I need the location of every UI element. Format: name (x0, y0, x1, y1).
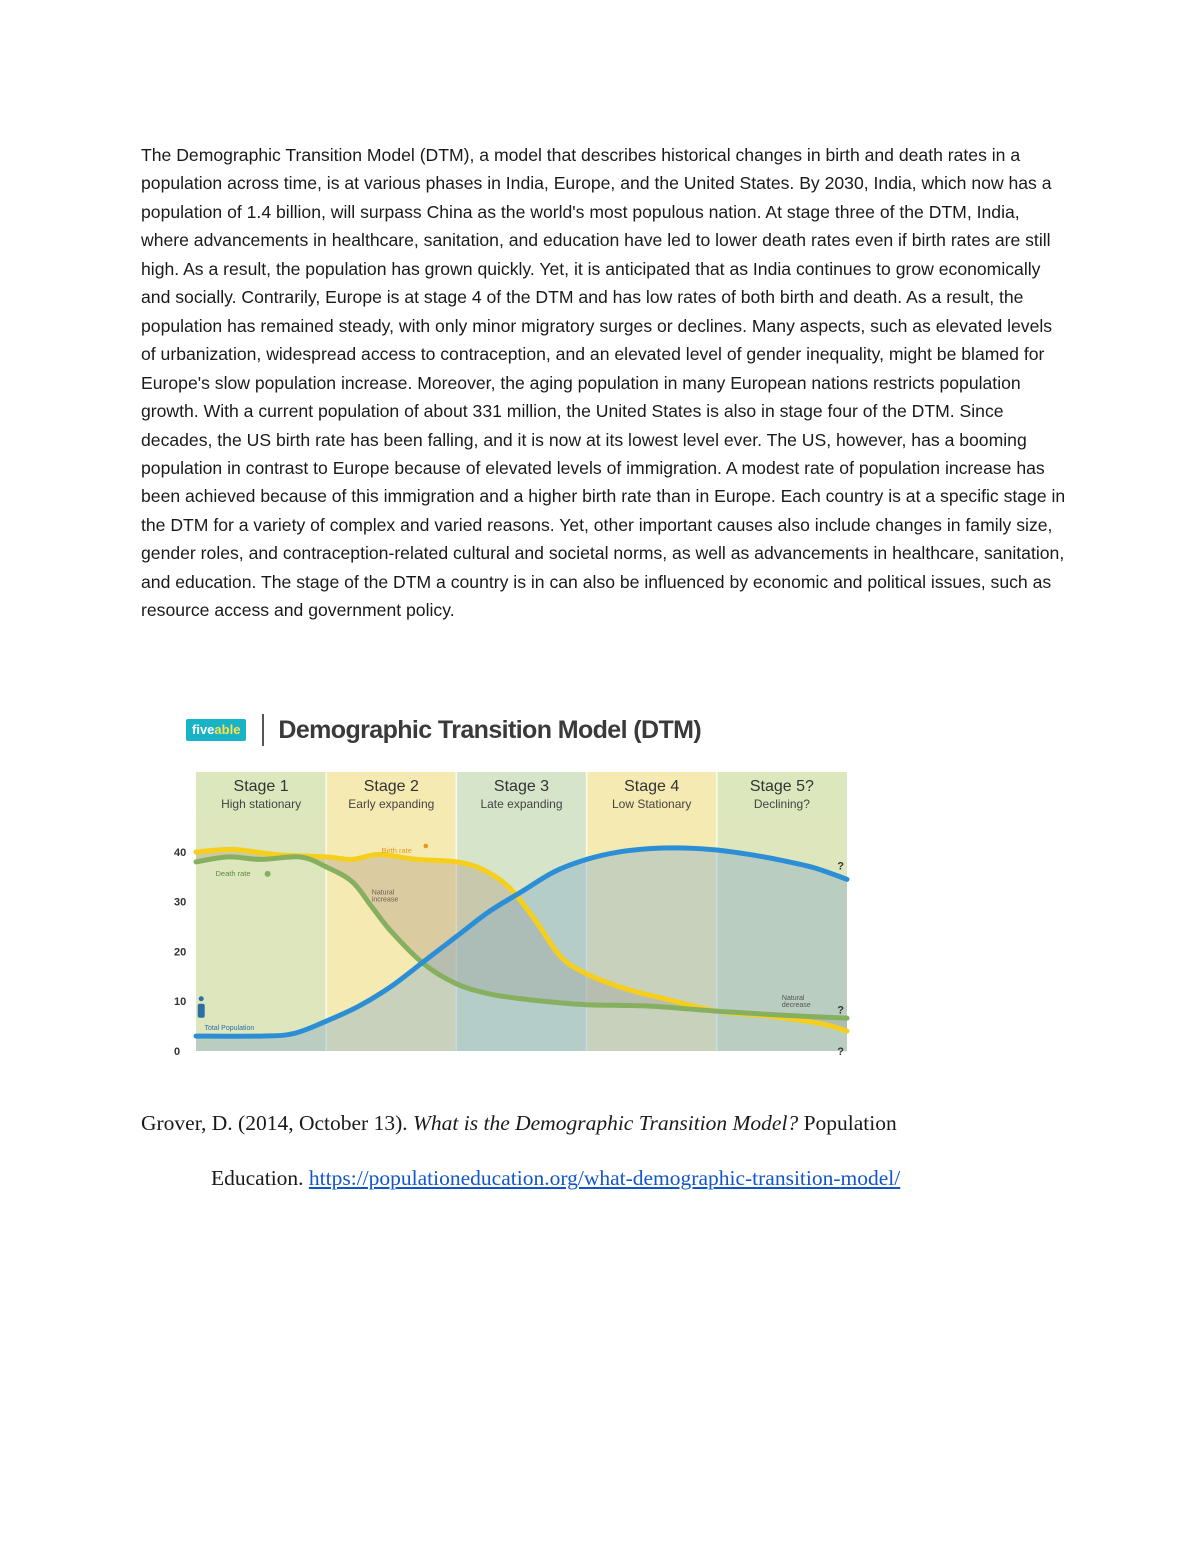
natural-increase-label-2: increase (371, 896, 399, 904)
death-icon (265, 871, 271, 877)
figure-title: Demographic Transition Model (DTM) (278, 715, 702, 744)
birth-rate-label: Birth rate (381, 845, 412, 855)
stage-desc-5: Declining? (753, 797, 810, 811)
natural-decrease-label-2: decrease (781, 1002, 811, 1010)
header-divider (262, 714, 264, 746)
question-mark-birth: ? (837, 1045, 844, 1056)
citation-url-link[interactable]: https://populationeducation.org/what-demographic-transition-model/ (308, 1166, 901, 1190)
citation-publisher-2: Education. (211, 1166, 309, 1190)
stage-label-1: Stage 1 (233, 778, 289, 795)
logo-part-able: able (214, 722, 241, 737)
citation-author-date: Grover, D. (2014, October 13). (141, 1111, 413, 1135)
y-tick-40: 40 (174, 846, 187, 859)
fiveable-logo (186, 719, 246, 741)
stage-label-2: Stage 2 (363, 778, 419, 795)
stage-desc-1: High stationary (221, 797, 302, 811)
natural-decrease-label-1: Natural (781, 995, 805, 1003)
logo-part-five: five (192, 722, 215, 737)
citation-publisher-1: Population (798, 1111, 897, 1135)
natural-increase-label-1: Natural (371, 889, 395, 897)
stage-desc-4: Low Stationary (612, 797, 692, 811)
y-tick-10: 10 (174, 996, 187, 1009)
stage-label-4: Stage 4 (624, 778, 680, 795)
total-population-label: Total Population (204, 1025, 255, 1033)
stage-desc-2: Early expanding (348, 797, 435, 811)
y-tick-30: 30 (174, 896, 187, 909)
population-person-icon (199, 996, 204, 1001)
stage-desc-3: Late expanding (480, 797, 563, 811)
y-tick-20: 20 (174, 946, 187, 959)
birth-icon (424, 844, 429, 849)
stage-label-5: Stage 5? (749, 778, 814, 795)
body-paragraph: The Demographic Transition Model (DTM), a model that describes historical changes in birth and death rates in a population across time, is at various phases in India, Europe, and the United States. By 2030, India, which now has a population of 1.4 billion, will surpass China as the world's most populous nation. At stage three of the DTM, India, where advancements in healthcare, sanitation, and education have led to lower death rates even if birth rates are still high. As a result, the population has grown quickly. Yet, it is anticipated that as India continues to grow economically and socially. Contrarily, Europe is at stage 4 of the DTM and has low rates of both birth and death. As a result, the population has remained steady, with only minor migratory surges or declines. Many aspects, such as elevated levels of urbanization, widespread access to contraception, and an elevated level of gender inequality, might be blamed for Europe's slow population increase. Moreover, the aging population in many European nations restricts population growth. With a current population of about 331 million, the United States is also in stage four of the DTM. Since decades, the US birth rate has been falling, and it is now at its lowest level ever. The US, however, has a booming population in contrast to Europe because of elevated levels of immigration. A modest rate of population increase has been achieved because of this immigration and a higher birth rate than in Europe. Each country is at a specific stage in the DTM for a variety of complex and varied reasons. Yet, other important causes also include changes in family size, gender roles, and contraception-related cultural and societal norms, as well as advancements in healthcare, sanitation, and education. The stage of the DTM a country is in can also be influenced by economic and political issues, such as resource access and government policy. (141, 145, 1066, 621)
death-rate-label: Death rate (215, 868, 251, 878)
citation (141, 1109, 1081, 1193)
citation-title: What is the Demographic Transition Model? (413, 1111, 799, 1135)
question-mark-population: ? (837, 860, 844, 873)
figure-header (186, 716, 701, 744)
population-person-body (198, 1004, 205, 1018)
dtm-figure (170, 706, 860, 1056)
dtm-chart (170, 766, 860, 1056)
question-mark-death: ? (837, 1004, 844, 1017)
y-tick-0: 0 (174, 1046, 181, 1056)
stage-label-3: Stage 3 (493, 778, 550, 795)
